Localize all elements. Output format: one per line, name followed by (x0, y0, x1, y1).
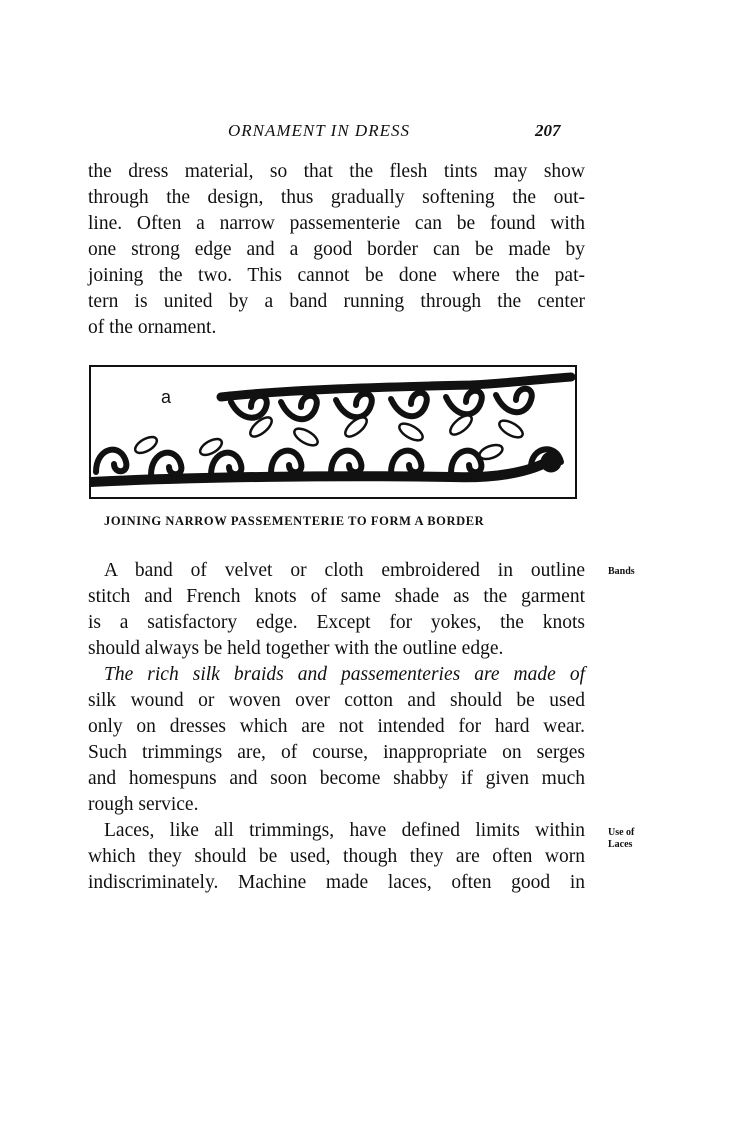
text-line: Such trimmings are, of course, inappropriate on serges (88, 742, 585, 763)
text-line: is a satisfactory edge. Except for yokes, the knots (88, 612, 585, 633)
figure-caption: JOINING NARROW PASSEMENTERIE TO FORM A BORDER (104, 514, 485, 528)
text-line: The rich silk braids and passementeries are made of (104, 664, 585, 685)
text-line: and homespuns and soon become shabby if given much (88, 768, 585, 789)
paragraph-2 (88, 558, 585, 896)
text-line: A band of velvet or cloth embroidered in outline (104, 560, 585, 581)
sidenote-use-of: Use of (608, 827, 635, 838)
text-line: only on dresses which are not intended for hard wear. (88, 716, 585, 737)
text-line: joining the two. This cannot be done where the pat- (88, 265, 585, 286)
text-line: silk wound or woven over cotton and should be used (88, 690, 585, 711)
text-line: tern is united by a band running through the center (88, 291, 585, 312)
text-line: stitch and French knots of same shade as the garment (88, 586, 585, 607)
text-line: of the ornament. (88, 317, 217, 338)
page-number: 207 (535, 121, 561, 140)
paragraph-1 (88, 159, 585, 341)
text-line: which they should be used, though they are often worn (88, 846, 585, 867)
figure-label: a (161, 387, 172, 407)
text-line: the dress material, so that the flesh tints may show (88, 161, 585, 182)
running-title: ORNAMENT IN DRESS (228, 121, 410, 140)
text-line: line. Often a narrow passementerie can be found with (88, 213, 585, 234)
passementerie-illustration (89, 365, 577, 499)
text-line: one strong edge and a good border can be made by (88, 239, 585, 260)
text-line: Laces, like all trimmings, have defined limits within (104, 820, 585, 841)
sidenote-bands: Bands (608, 566, 635, 577)
sidenote-laces: Laces (608, 839, 633, 850)
text-line: indiscriminately. Machine made laces, often good in (88, 872, 585, 893)
text-line: rough service. (88, 794, 199, 815)
text-line: through the design, thus gradually softening the out- (88, 187, 585, 208)
text-line: should always be held together with the outline edge. (88, 638, 504, 659)
